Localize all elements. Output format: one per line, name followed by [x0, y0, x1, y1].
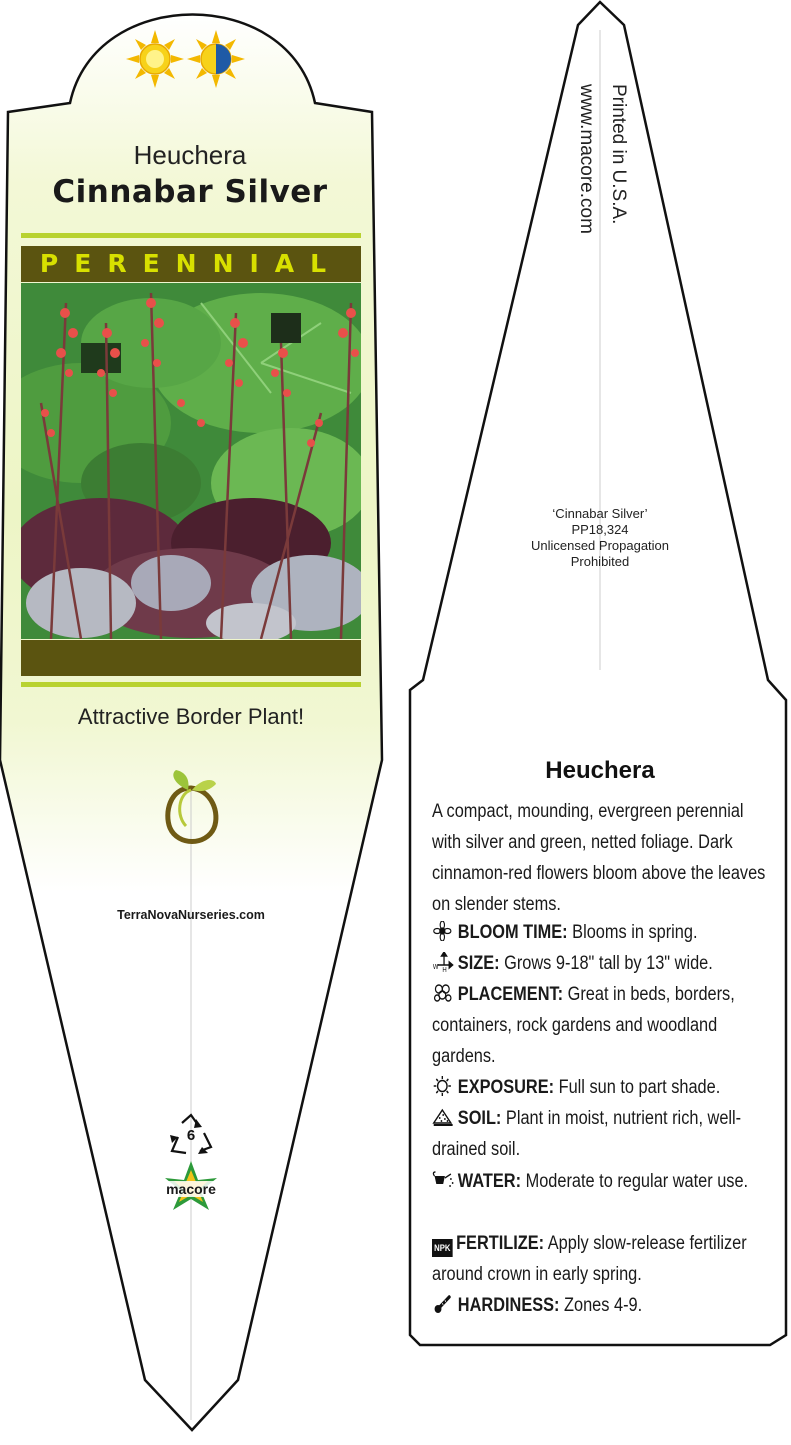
bloom-icon — [432, 921, 454, 941]
sun-icons — [120, 28, 250, 90]
placement-icon — [432, 983, 454, 1003]
patent-line: Prohibited — [570, 554, 630, 569]
patent-line: Unlicensed Propagation — [530, 538, 670, 553]
exposure-icon — [432, 1076, 454, 1096]
attr-fertilize — [432, 1228, 777, 1290]
part-shade-icon — [187, 30, 245, 88]
svg-text:H: H — [442, 966, 447, 972]
attr-text: Plant in moist, nutrient rich, well-drained soil. — [432, 1108, 742, 1160]
attr-hardiness — [432, 1290, 777, 1321]
tagline: Attractive Border Plant! — [77, 704, 305, 729]
attr-text: Great in beds, borders, containers, rock gardens and woodland gardens. — [432, 984, 735, 1067]
fertilize-icon: NPK — [432, 1239, 453, 1257]
recycle-code: 6 — [186, 1127, 196, 1144]
attr-placement — [432, 979, 777, 1072]
bottom-band — [21, 640, 361, 676]
patent-line: ‘Cinnabar Silver’ — [552, 506, 648, 521]
attr-text: Apply slow-release fertilizer around crown in early spring. — [432, 1233, 747, 1285]
water-icon — [432, 1170, 454, 1190]
attr-text: Blooms in spring. — [572, 922, 698, 943]
soil-icon — [432, 1107, 454, 1127]
hardiness-icon — [432, 1294, 454, 1314]
size-icon — [432, 952, 454, 972]
attr-water — [432, 1166, 777, 1197]
plant-genus: Heuchera — [133, 140, 247, 170]
printed-in-text: Printed in U.S.A. — [608, 84, 629, 225]
patent-line: PP18,324 — [571, 522, 629, 537]
attr-label: SOIL: — [457, 1108, 502, 1129]
patent-notice — [480, 506, 720, 570]
terra-nova-logo-icon — [160, 768, 222, 848]
printed-in-wrap — [608, 84, 630, 225]
svg-text:W: W — [432, 963, 439, 972]
green-divider-top — [21, 233, 361, 238]
attr-text: Grows 9-18" tall by 13" wide. — [504, 953, 713, 974]
plant-photo-graphic — [21, 283, 361, 639]
category-label: PERENNIAL — [39, 249, 343, 278]
attr-text: Moderate to regular water use. — [525, 1171, 749, 1192]
macore-url[interactable]: www.macore.com — [576, 84, 597, 234]
attr-label: BLOOM TIME: — [457, 922, 568, 943]
nursery-website[interactable]: TerraNovaNurseries.com — [117, 908, 265, 922]
macore-wordmark: macore — [158, 1181, 224, 1197]
attr-text: Zones 4-9. — [564, 1295, 643, 1316]
attr-size — [432, 948, 777, 979]
back-title: Heuchera — [545, 757, 655, 784]
attr-bloom-time — [432, 917, 777, 948]
attr-exposure — [432, 1072, 777, 1103]
full-sun-icon — [126, 30, 184, 88]
attr-label: EXPOSURE: — [457, 1077, 555, 1098]
attr-label: PLACEMENT: — [457, 984, 564, 1005]
attr-label: FERTILIZE: — [456, 1233, 545, 1254]
attr-label: SIZE: — [457, 953, 500, 974]
attr-label: HARDINESS: — [457, 1295, 560, 1316]
plant-photo — [21, 283, 361, 639]
attr-text: Full sun to part shade. — [558, 1077, 721, 1098]
attr-soil — [432, 1103, 777, 1165]
plant-cultivar: Cinnabar Silver — [52, 174, 328, 210]
url-wrap — [576, 84, 598, 234]
green-divider-bottom — [21, 682, 361, 687]
attr-label: WATER: — [457, 1171, 522, 1192]
plant-description: A compact, mounding, evergreen perennial with silver and green, netted foliage. Dark cinnamon-red flowers bloom above the leaves on slender stems. — [432, 801, 766, 915]
